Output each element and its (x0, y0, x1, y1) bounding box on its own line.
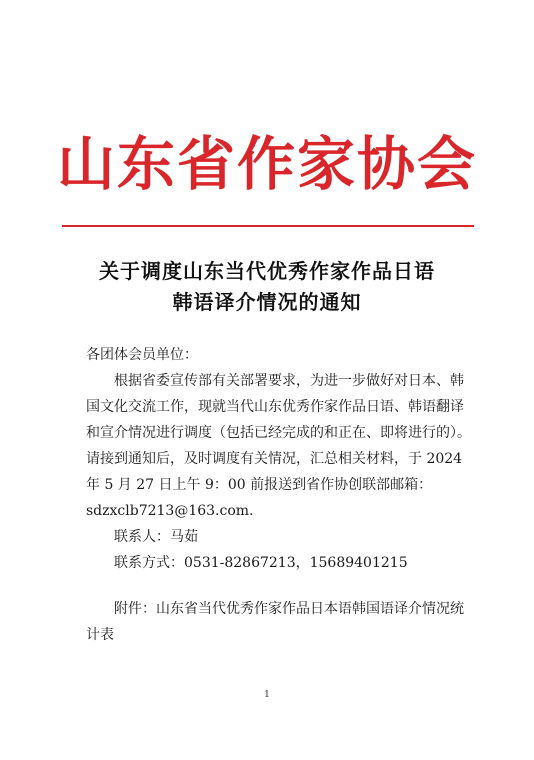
document-body (86, 342, 471, 648)
document-title-line-2: 韩语译介情况的通知 (172, 290, 362, 314)
attachment-line-2: 计表 (86, 627, 114, 643)
body-line-3: 和宣介情况进行调度（包括已经完成的和正在、即将进行的）。 (86, 425, 471, 441)
header-divider (62, 225, 474, 227)
spacer (86, 576, 466, 596)
document-title-line-1: 关于调度山东当代优秀作家作品日语 (99, 259, 435, 283)
page-number: 1 (264, 690, 270, 700)
body-line-5: 年 5 月 27 日上午 9：00 前报送到省作协创联部邮箱： (86, 477, 433, 493)
body-line-email: sdzxclb7213@163.com. (86, 503, 254, 519)
salutation: 各团体会员单位： (86, 347, 198, 363)
contact-person: 联系人：马茹 (114, 529, 198, 545)
body-line-4: 请接到通知后，及时调度有关情况，汇总相关材料，于 2024 (86, 451, 463, 467)
body-line-1: 根据省委宣传部有关部署要求，为进一步做好对日本、韩 (114, 373, 464, 389)
org-name-header: 山东省作家协会 (56, 130, 477, 198)
body-line-2: 国文化交流工作，现就当代山东优秀作家作品日语、韩语翻译 (86, 399, 464, 415)
contact-phone: 联系方式：0531-82867213，15689401215 (114, 555, 408, 571)
attachment-line-1: 附件：山东省当代优秀作家作品日本语韩国语译介情况统 (114, 601, 464, 617)
